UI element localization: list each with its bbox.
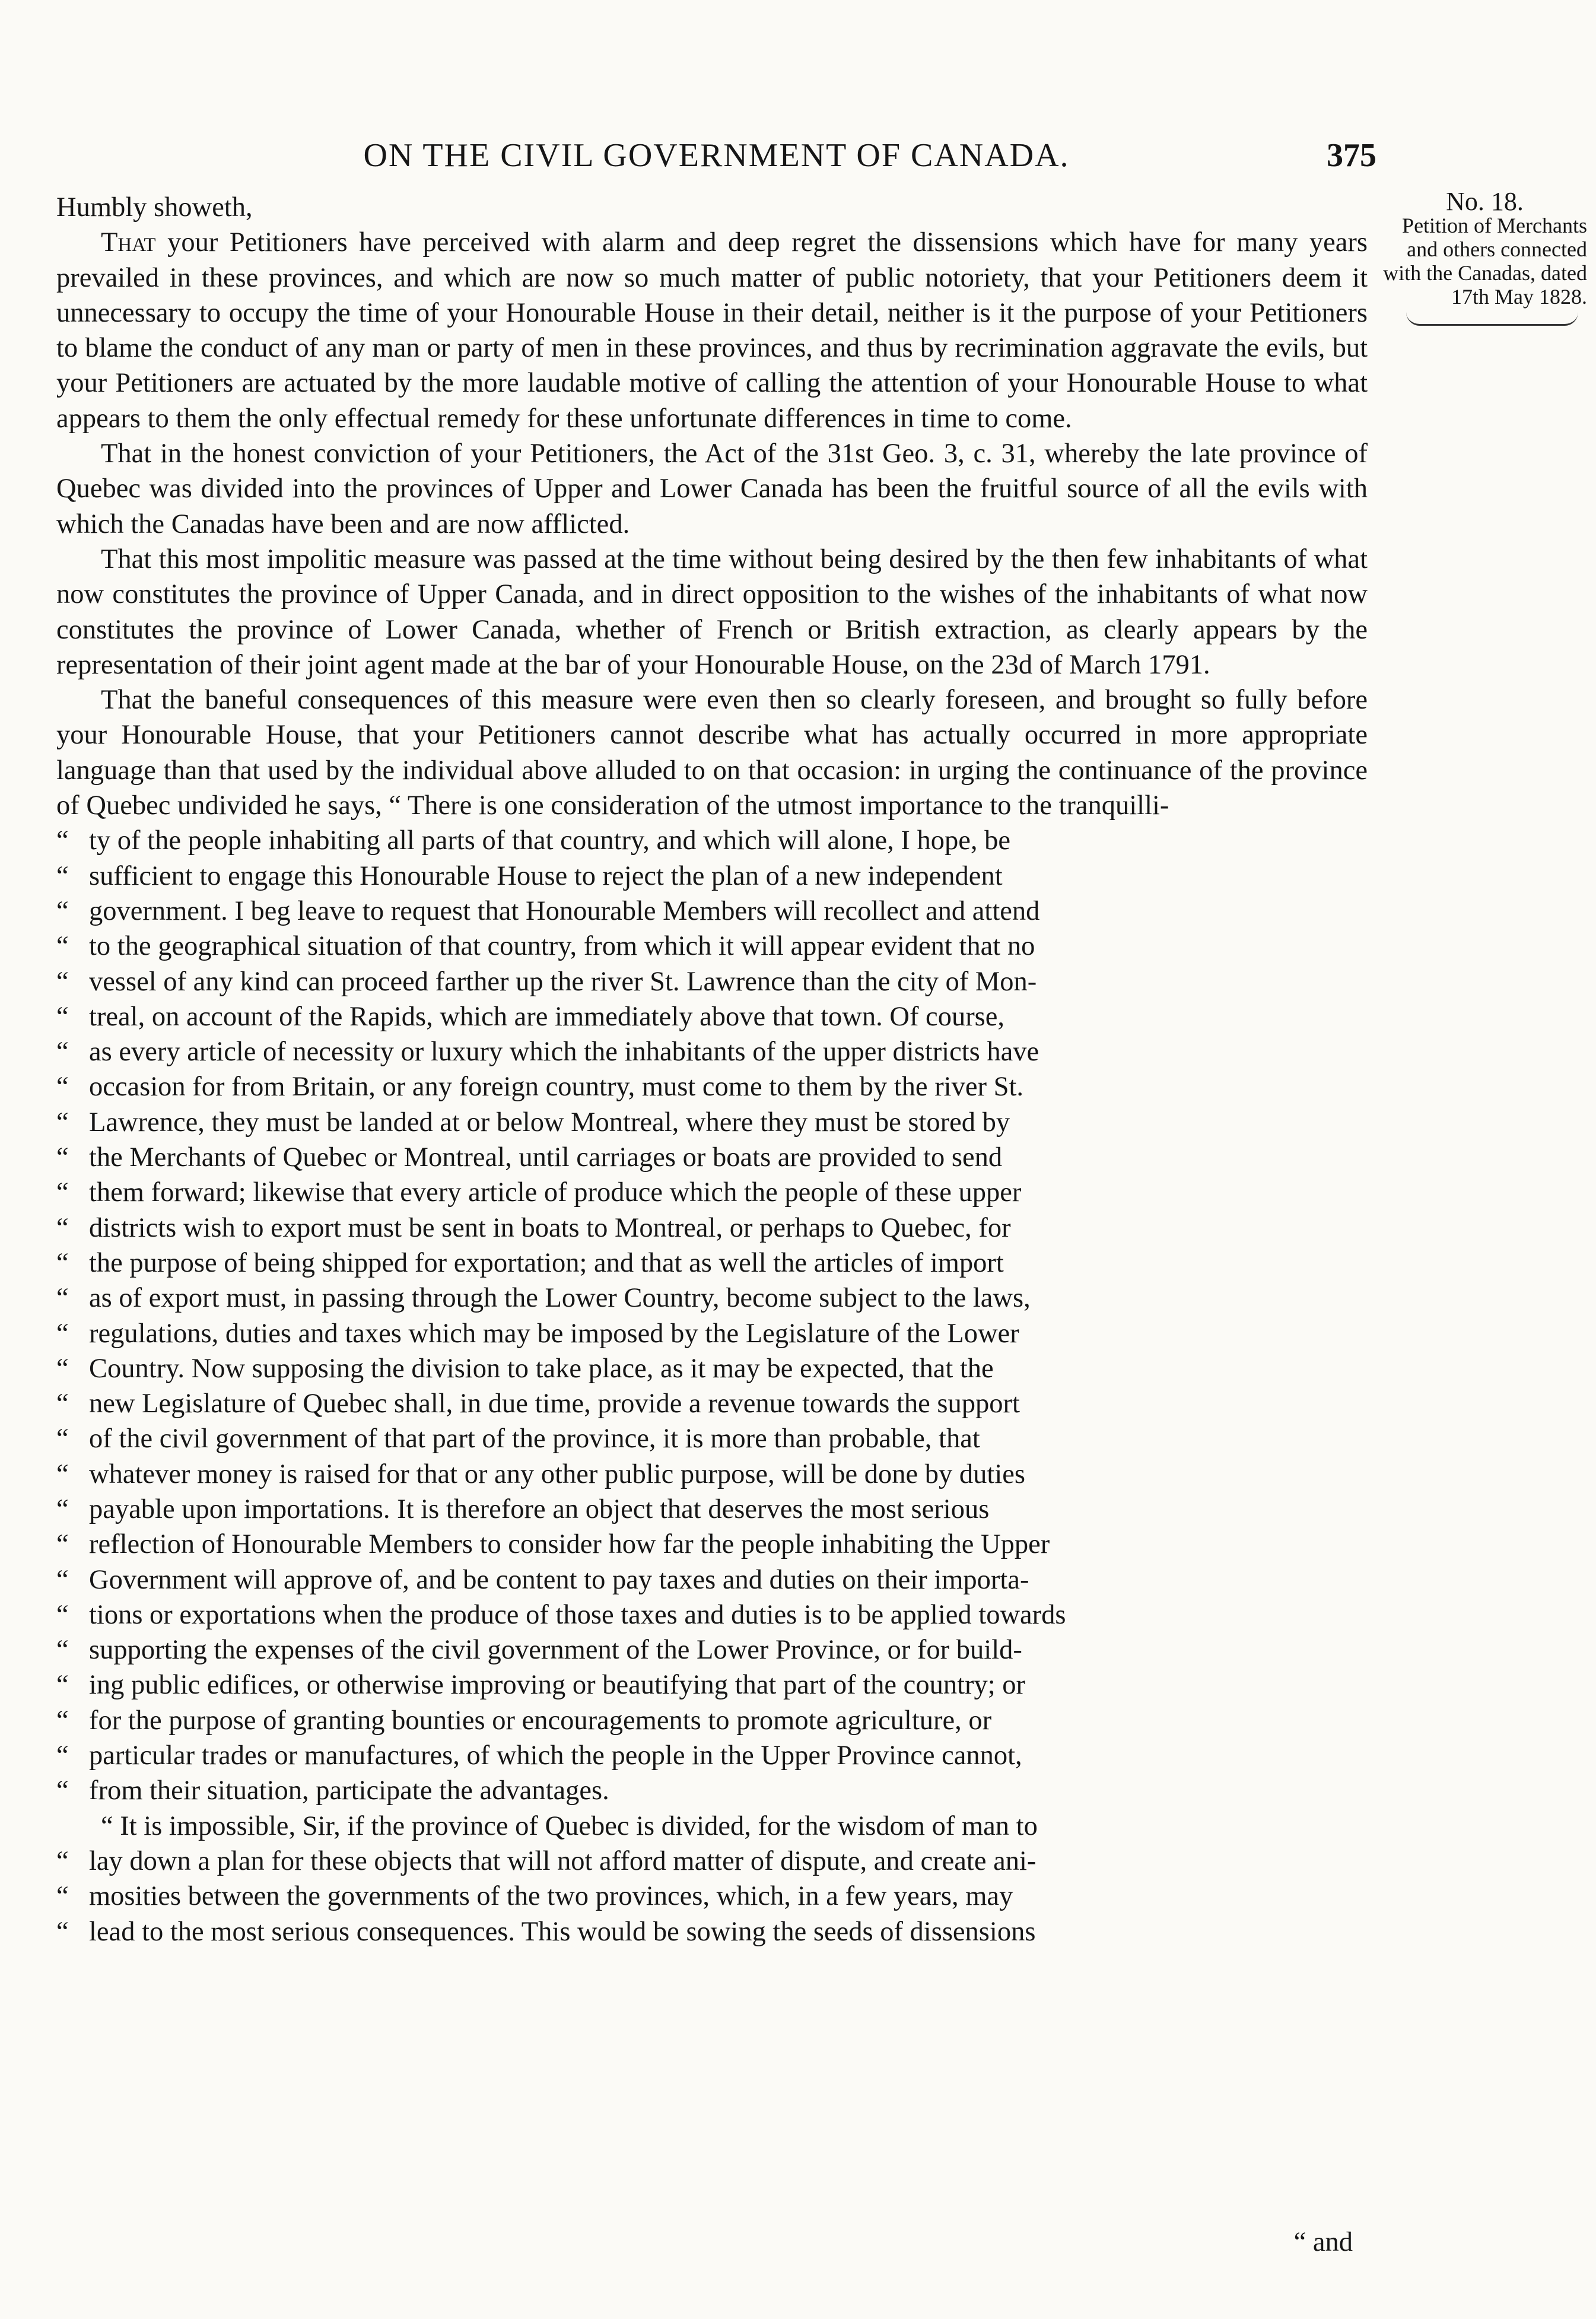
- quote-line-text: ty of the people inhabiting all parts of that country, and which will alone, I hope, be: [89, 825, 1011, 856]
- quote-line: [56, 999, 1368, 1034]
- quote-line: [56, 1211, 1368, 1246]
- quote-mark: “: [56, 1775, 69, 1806]
- quote-line: [56, 1351, 1368, 1386]
- quote-line: [56, 1281, 1368, 1316]
- quote-line-text: as of export must, in passing through the Lower Country, become subject to the laws,: [89, 1283, 1031, 1314]
- quote-mark: “: [56, 1599, 69, 1630]
- quote-mark: “: [56, 1705, 69, 1736]
- quote-mark: “: [56, 1177, 69, 1208]
- quote-line: [56, 1457, 1368, 1492]
- quote-mark: “: [56, 1670, 69, 1701]
- quote-line: [56, 1703, 1368, 1738]
- quote-mark: “: [56, 1494, 69, 1524]
- document-body: [56, 190, 1368, 1949]
- quote-mark: “: [56, 895, 69, 926]
- quote-line-text: tions or exportations when the produce of those taxes and duties is to be applied towards: [89, 1599, 1066, 1630]
- quote-line-text: sufficient to engage this Honourable House to reject the plan of a new independent: [89, 860, 1003, 891]
- quote-line-text: vessel of any kind can proceed farther up the river St. Lawrence than the city of Mon-: [89, 966, 1037, 997]
- quotation-block: [56, 823, 1368, 1808]
- quote-mark: “: [56, 1072, 69, 1103]
- quote-mark: “: [56, 860, 69, 891]
- paragraph-3: That this most impolitic measure was passed at the time without being desired by the then few inhabitants of what now constitutes the province of Upper Canada, and in direct opposition to the wishes of the inhabitants of what now constitutes the province of Lower Canada, whether of French or British extraction, as clearly appears by the representation of their joint agent made at the bar of your Honourable House, on the 23d of March 1791.: [56, 544, 1368, 680]
- quote-line: [56, 894, 1368, 929]
- petition-number: No. 18.: [1446, 187, 1524, 216]
- quote-line: [56, 1069, 1368, 1104]
- quote-mark: “: [56, 1353, 69, 1384]
- quote-line-text: supporting the expenses of the civil government of the Lower Province, or for build-: [89, 1635, 1022, 1666]
- quote-line-text: Government will approve of, and be content to pay taxes and duties on their importa-: [89, 1564, 1029, 1595]
- quote-line: [56, 1140, 1368, 1175]
- brace-mark: [1406, 312, 1578, 326]
- quote-mark: “: [56, 1037, 69, 1068]
- margin-note: [1382, 187, 1587, 326]
- quote-mark: “: [56, 1845, 69, 1876]
- quote-line-text: for the purpose of granting bounties or encouragements to promote agriculture, or: [89, 1705, 992, 1736]
- quote-mark: “: [56, 1564, 69, 1595]
- quote-mark: “: [56, 1283, 69, 1314]
- page-header: [56, 136, 1376, 178]
- quote-line-text: lay down a plan for these objects that will not afford matter of dispute, and create ani-: [89, 1845, 1037, 1876]
- quote-line-text: the purpose of being shipped for exportation; and that as well the articles of import: [89, 1247, 1004, 1278]
- quote-line-text: of the civil government of that part of the province, it is more than probable, that: [89, 1424, 980, 1454]
- quote-line: [56, 1773, 1368, 1808]
- quote-mark: “: [56, 1107, 69, 1138]
- quote-line: [56, 1421, 1368, 1456]
- quote-line: [56, 1175, 1368, 1210]
- quote-mark: “: [56, 1881, 69, 1912]
- quote-line-text: districts wish to export must be sent in boats to Montreal, or perhaps to Quebec, for: [89, 1212, 1011, 1243]
- quote-line-text: lead to the most serious consequences. This would be sowing the seeds of dissensions: [89, 1916, 1036, 1947]
- quote-line-text: whatever money is raised for that or any other public purpose, will be done by duties: [89, 1459, 1026, 1489]
- quote-line-text: from their situation, participate the advantages.: [89, 1775, 609, 1806]
- paragraph-1-lead: That: [101, 227, 156, 258]
- catchword: “ and: [1293, 2227, 1353, 2257]
- quote-mark: “: [56, 1529, 69, 1560]
- quote-line-text: payable upon importations. It is therefore an object that deserves the most serious: [89, 1494, 990, 1524]
- paragraph-1: [56, 225, 1368, 436]
- quote-mark: “: [56, 1389, 69, 1419]
- quote-line-text: new Legislature of Quebec shall, in due time, provide a revenue towards the support: [89, 1389, 1020, 1419]
- quote-line-text: Country. Now supposing the division to take place, as it may be expected, that the: [89, 1353, 994, 1384]
- salutation: Humbly showeth,: [56, 192, 253, 223]
- quote-mark: “: [56, 1318, 69, 1349]
- quote-line: [56, 1562, 1368, 1597]
- quote-mark: “: [56, 1916, 69, 1947]
- quote-line: [56, 1597, 1368, 1632]
- quote-line: [56, 1316, 1368, 1351]
- quote-mark: “: [56, 1001, 69, 1032]
- quote-line: [56, 1738, 1368, 1773]
- quote-line: [56, 859, 1368, 894]
- page-number: 375: [1327, 137, 1376, 174]
- quote-line: [56, 1246, 1368, 1281]
- quote-mark: “: [56, 966, 69, 997]
- quote-line-text: ing public edifices, or otherwise improving or beautifying that part of the country; or: [89, 1670, 1026, 1701]
- quote-mark: “: [56, 1212, 69, 1243]
- quote-line: [56, 1632, 1368, 1667]
- quote-mark: “: [56, 1459, 69, 1489]
- quote-mark: “: [56, 1247, 69, 1278]
- quote-line: [56, 1844, 1368, 1879]
- paragraph-1-text: your Petitioners have perceived with alarm and deep regret the dissensions which have for many years prevailed in these provinces, and which are now so much matter of public notoriety, that your Petitioners deem it unnecessary to occupy the time of your Honourable House in their detail, neither is it the purpose of your Petitioners to blame the conduct of any man or party of men in these provinces, and thus by recrimination aggravate the evils, but your Petitioners are actuated by the more laudable motive of calling the attention of your Honourable House to what appears to them the only effectual remedy for these unfortunate differences in time to come.: [56, 227, 1368, 434]
- quote-line-text: the Merchants of Quebec or Montreal, until carriages or boats are provided to send: [89, 1142, 1003, 1173]
- quote-line-text: mosities between the governments of the two provinces, which, in a few years, may: [89, 1881, 1013, 1912]
- quote-line: [56, 1667, 1368, 1702]
- quotation-block-2: [56, 1844, 1368, 1949]
- quote-line-text: particular trades or manufactures, of which the people in the Upper Province cannot,: [89, 1740, 1022, 1771]
- quote-line-text: occasion for from Britain, or any foreign country, must come to them by the river St.: [89, 1072, 1024, 1103]
- quote-line: [56, 1492, 1368, 1527]
- quote-line: [56, 1914, 1368, 1949]
- quote-line-text: Lawrence, they must be landed at or below Montreal, where they must be stored by: [89, 1107, 1010, 1138]
- quote-line-text: regulations, duties and taxes which may be imposed by the Legislature of the Lower: [89, 1318, 1019, 1349]
- quote-mark: “: [56, 825, 69, 856]
- quote-line-text: reflection of Honourable Members to consider how far the people inhabiting the Upper: [89, 1529, 1050, 1560]
- quote-line-text: government. I beg leave to request that Honourable Members will recollect and attend: [89, 895, 1040, 926]
- quote-line: [56, 1879, 1368, 1914]
- quote-line: [56, 1386, 1368, 1421]
- quote-line-text: as every article of necessity or luxury which the inhabitants of the upper districts have: [89, 1037, 1039, 1068]
- quote-line-text: them forward; likewise that every article of produce which the people of these upper: [89, 1177, 1022, 1208]
- quote-line-text: treal, on account of the Rapids, which are immediately above that town. Of course,: [89, 1001, 1005, 1032]
- quotation-2-first: “ It is impossible, Sir, if the province of Quebec is divided, for the wisdom of man to: [101, 1810, 1038, 1841]
- quote-mark: “: [56, 931, 69, 962]
- quote-mark: “: [56, 1635, 69, 1666]
- running-title: ON THE CIVIL GOVERNMENT OF CANADA.: [363, 137, 1070, 174]
- petition-description: Petition of Merchants and others connected with the Canadas, dated 17th May 1828.: [1383, 214, 1587, 309]
- quote-line: [56, 964, 1368, 999]
- quote-line: [56, 823, 1368, 858]
- quote-mark: “: [56, 1740, 69, 1771]
- quote-line: [56, 1527, 1368, 1562]
- quote-mark: “: [56, 1424, 69, 1454]
- quote-line: [56, 1034, 1368, 1069]
- quote-mark: “: [56, 1142, 69, 1173]
- quote-line: [56, 929, 1368, 964]
- paragraph-4: That the baneful consequences of this measure were even then so clearly foreseen, and brought so fully before your Honourable House, that your Petitioners cannot describe what has actually occurred in more appropriate language than that used by the individual above alluded to on that occasion: in urging the continuance of the province of Quebec undivided he says, “ There is one consideration of the utmost importance to the tranquilli-: [56, 685, 1368, 821]
- paragraph-2: That in the honest conviction of your Petitioners, the Act of the 31st Geo. 3, c. 31, whereby the late province of Quebec was divided into the provinces of Upper and Lower Canada has been the fruitful source of all the evils with which the Canadas have been and are now afflicted.: [56, 439, 1368, 539]
- quote-line: [56, 1105, 1368, 1140]
- quote-line-text: to the geographical situation of that country, from which it will appear evident that no: [89, 931, 1035, 962]
